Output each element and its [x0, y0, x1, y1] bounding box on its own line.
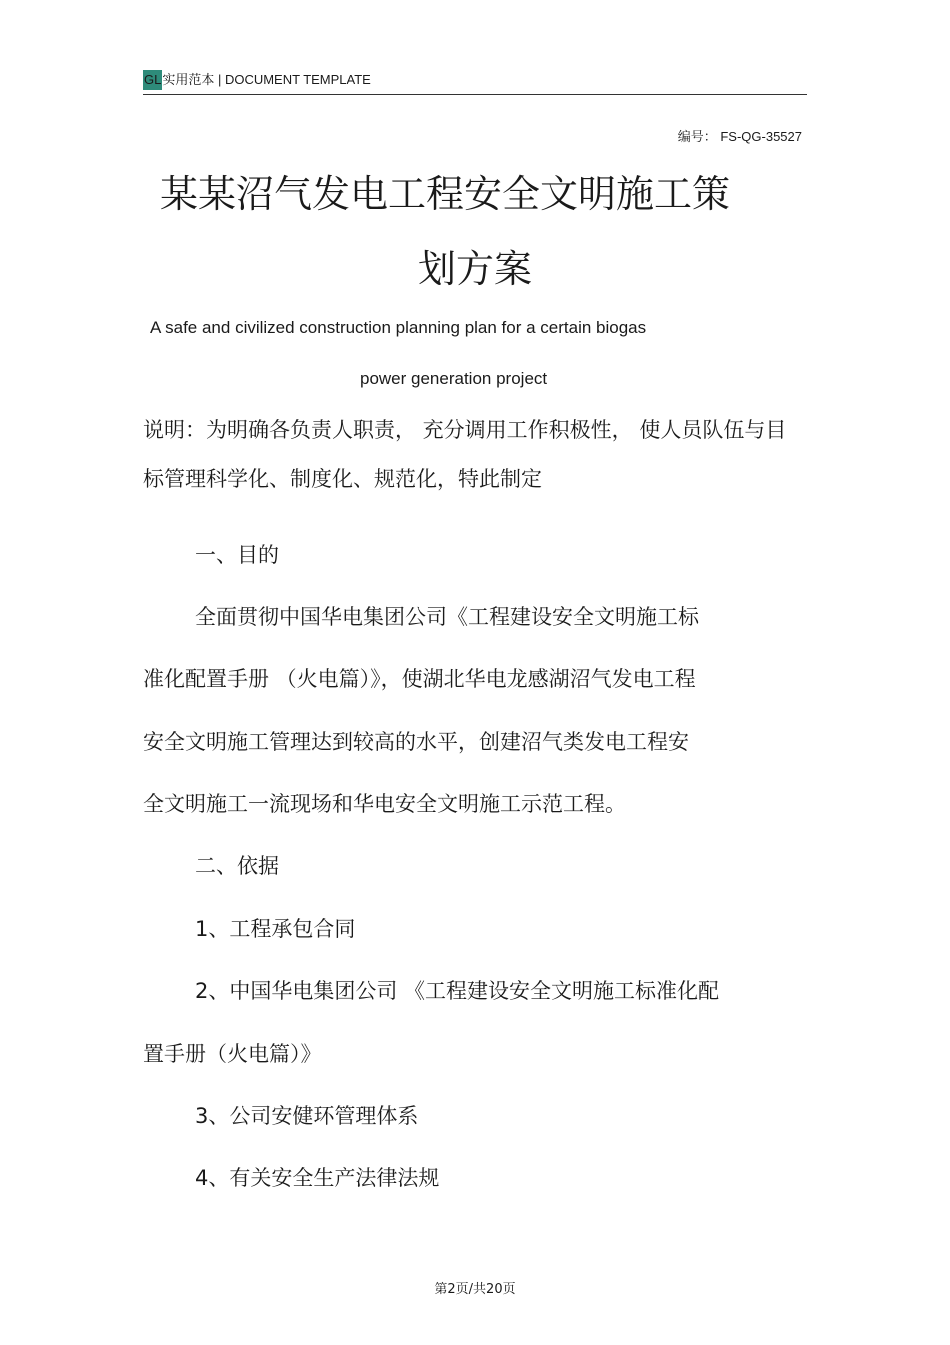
list-item-1: 1、工程承包合同 [195, 917, 356, 941]
note-line-2: 标管理科学化、制度化、规范化，特此制定 [143, 467, 542, 491]
section-1-paragraph-line-4: 全文明施工一流现场和华电安全文明施工示范工程。 [143, 792, 626, 816]
header-text: 实用范本 | DOCUMENT TEMPLATE [162, 72, 371, 87]
section-1-heading: 一、目的 [195, 543, 279, 567]
page-footer: 第2页/共20页 [434, 1282, 516, 1297]
document-title-line-2: 划方案 [417, 247, 532, 291]
english-subtitle-line-2: power generation project [360, 369, 548, 388]
page-header [143, 70, 807, 95]
list-item-3: 3、公司安健环管理体系 [195, 1104, 419, 1128]
document-number: 编号： FS-QG-35527 [677, 129, 802, 144]
english-subtitle-line-1: A safe and civilized construction planning plan for a certain biogas [150, 318, 647, 337]
section-1-paragraph-line-3: 安全文明施工管理达到较高的水平，创建沼气类发电工程安 [143, 730, 689, 754]
note-line-1: 说明：为明确各负责人职责， 充分调用工作积极性， 使人员队伍与目 [143, 418, 787, 442]
document-title-line-1: 某某沼气发电工程安全文明施工策 [159, 172, 730, 216]
section-1-paragraph-line-2: 准化配置手册 （火电篇）》，使湖北华电龙感湖沼气发电工程 [143, 667, 696, 691]
list-item-4: 4、有关安全生产法律法规 [195, 1166, 440, 1190]
list-item-2-line-2: 置手册（火电篇）》 [143, 1042, 322, 1066]
list-item-2-line-1: 2、中国华电集团公司 《工程建设安全文明施工标准化配 [195, 979, 720, 1003]
section-1-paragraph-line-1: 全面贯彻中国华电集团公司《工程建设安全文明施工标 [195, 605, 699, 629]
gl-logo-badge: GL [143, 70, 162, 90]
section-2-heading: 二、依据 [195, 854, 279, 878]
